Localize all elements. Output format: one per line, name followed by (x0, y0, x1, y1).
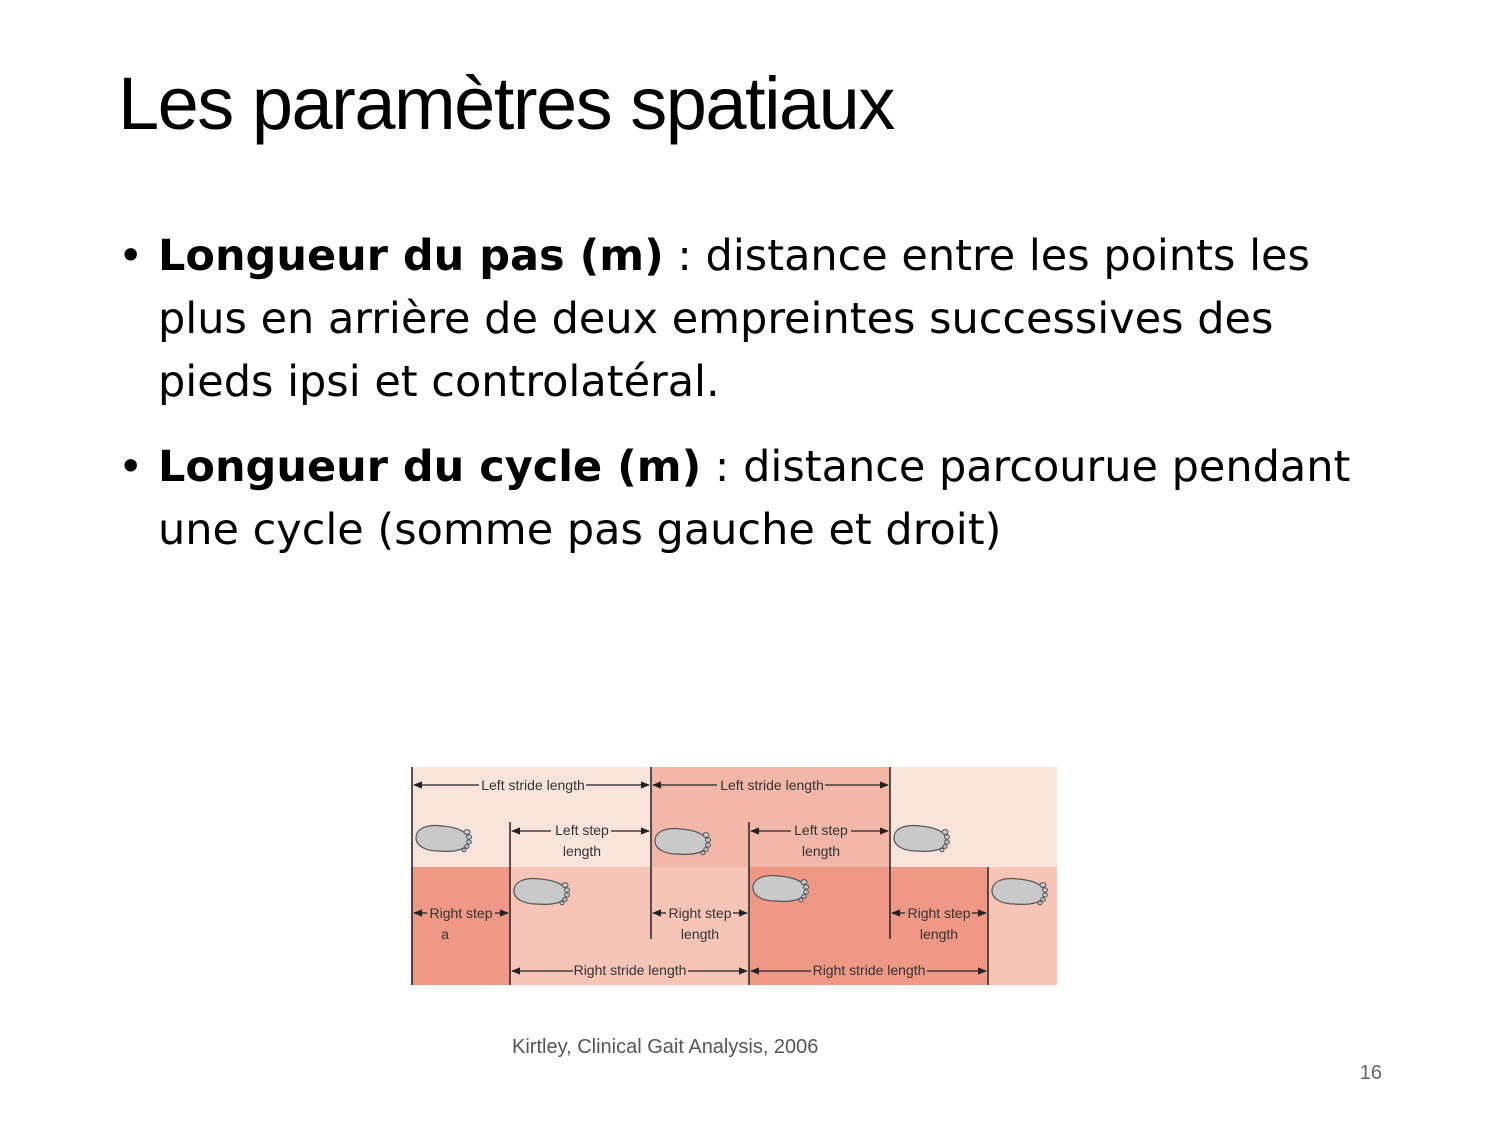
slide-title: Les paramètres spatiaux (118, 62, 894, 145)
bullet-marker: • (118, 231, 144, 281)
figure-caption: Kirtley, Clinical Gait Analysis, 2006 (512, 1036, 819, 1058)
left-step-label: Left step (794, 822, 848, 838)
bullet-term: Longueur du pas (m) (158, 231, 664, 281)
right-step-label: Right step (429, 905, 493, 921)
right-step-label: a (441, 926, 449, 942)
left-step-label: length (562, 843, 602, 859)
bullet-step-length (118, 225, 1398, 414)
bullet-cycle-length (118, 436, 1398, 562)
left-step-label: Left step (555, 822, 609, 838)
bullet-text: : distance entre les points les plus en arrière de deux empreintes successives des pieds ipsi et controlatéral. (158, 231, 1310, 407)
right-stride-highlight (411, 867, 510, 985)
right-step-label: Right step (907, 905, 971, 921)
right-stride-label: Right stride length (573, 962, 687, 978)
bullet-list (118, 225, 1398, 584)
right-step-label: length (919, 926, 959, 942)
page-number: 16 (1359, 1062, 1382, 1084)
right-step-label: Right step (668, 905, 732, 921)
left-stride-label: Left stride length (481, 777, 585, 793)
left-stride-label: Left stride length (720, 777, 824, 793)
bullet-term: Longueur du cycle (m) (158, 442, 702, 492)
bullet-marker: • (118, 442, 144, 492)
left-step-label: length (801, 843, 841, 859)
bullet-text: : distance parcourue pendant une cycle (somme pas gauche et droit) (158, 442, 1351, 555)
right-stride-label: Right stride length (812, 962, 926, 978)
right-step-label: length (680, 926, 720, 942)
gait-stride-diagram (411, 767, 1057, 985)
